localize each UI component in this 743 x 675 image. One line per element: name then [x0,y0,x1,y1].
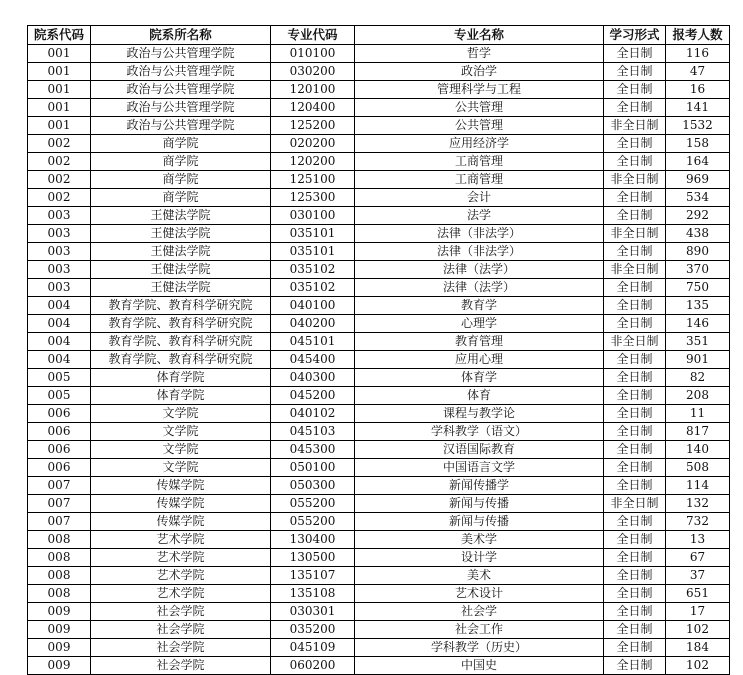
cell-dept-code: 001 [28,81,91,99]
cell-dept-name: 传媒学院 [91,495,271,513]
cell-major-name: 应用心理 [355,351,604,369]
table-row [28,117,730,135]
cell-major-code: 035102 [271,279,355,297]
cell-dept-name: 体育学院 [91,387,271,405]
cell-study-mode: 全日制 [604,477,666,495]
cell-dept-name: 社会学院 [91,657,271,675]
cell-dept-name: 教育学院、教育科学研究院 [91,351,271,369]
cell-dept-name: 商学院 [91,189,271,207]
cell-study-mode: 全日制 [604,567,666,585]
cell-dept-code: 003 [28,225,91,243]
cell-applicant-count: 82 [666,369,730,387]
cell-dept-name: 传媒学院 [91,513,271,531]
cell-major-name: 中国史 [355,657,604,675]
cell-study-mode: 全日制 [604,297,666,315]
cell-major-name: 教育学 [355,297,604,315]
header-major-code: 专业代码 [271,26,355,45]
table-row [28,261,730,279]
cell-major-name: 工商管理 [355,171,604,189]
table-row [28,297,730,315]
cell-study-mode: 全日制 [604,207,666,225]
table-row [28,279,730,297]
cell-major-name: 法律（法学） [355,261,604,279]
cell-dept-code: 004 [28,297,91,315]
cell-study-mode: 全日制 [604,315,666,333]
cell-major-name: 会计 [355,189,604,207]
header-row [28,26,730,45]
cell-dept-name: 文学院 [91,423,271,441]
cell-major-name: 美术 [355,567,604,585]
table-row [28,387,730,405]
cell-study-mode: 全日制 [604,351,666,369]
cell-major-name: 心理学 [355,315,604,333]
cell-applicant-count: 102 [666,621,730,639]
cell-major-name: 法律（法学） [355,279,604,297]
cell-applicant-count: 508 [666,459,730,477]
cell-major-name: 新闻与传播 [355,495,604,513]
cell-dept-name: 教育学院、教育科学研究院 [91,315,271,333]
table-row [28,225,730,243]
cell-study-mode: 非全日制 [604,261,666,279]
cell-major-code: 035102 [271,261,355,279]
cell-major-code: 060200 [271,657,355,675]
table-body [28,45,730,675]
cell-dept-name: 王健法学院 [91,279,271,297]
cell-applicant-count: 141 [666,99,730,117]
cell-major-name: 体育 [355,387,604,405]
cell-applicant-count: 135 [666,297,730,315]
cell-study-mode: 全日制 [604,279,666,297]
cell-applicant-count: 47 [666,63,730,81]
cell-dept-name: 政治与公共管理学院 [91,117,271,135]
cell-dept-name: 王健法学院 [91,243,271,261]
cell-dept-code: 001 [28,45,91,63]
cell-dept-code: 007 [28,477,91,495]
cell-dept-name: 艺术学院 [91,531,271,549]
table-row [28,243,730,261]
cell-dept-code: 004 [28,333,91,351]
table-row [28,171,730,189]
header-applicant-count: 报考人数 [666,26,730,45]
cell-dept-code: 005 [28,369,91,387]
cell-major-code: 045103 [271,423,355,441]
cell-applicant-count: 37 [666,567,730,585]
cell-study-mode: 全日制 [604,189,666,207]
cell-study-mode: 全日制 [604,387,666,405]
cell-dept-name: 政治与公共管理学院 [91,81,271,99]
cell-applicant-count: 651 [666,585,730,603]
header-study-mode: 学习形式 [604,26,666,45]
table-row [28,315,730,333]
cell-study-mode: 全日制 [604,135,666,153]
cell-dept-name: 政治与公共管理学院 [91,45,271,63]
table-row [28,567,730,585]
cell-applicant-count: 102 [666,657,730,675]
table-row [28,81,730,99]
cell-major-name: 新闻与传播 [355,513,604,531]
cell-major-code: 120400 [271,99,355,117]
cell-applicant-count: 158 [666,135,730,153]
cell-major-code: 130400 [271,531,355,549]
cell-dept-name: 文学院 [91,441,271,459]
cell-major-name: 教育管理 [355,333,604,351]
cell-dept-code: 004 [28,351,91,369]
cell-study-mode: 全日制 [604,99,666,117]
cell-dept-name: 文学院 [91,405,271,423]
cell-major-name: 社会工作 [355,621,604,639]
cell-dept-code: 001 [28,63,91,81]
cell-dept-code: 008 [28,531,91,549]
cell-dept-code: 003 [28,207,91,225]
cell-applicant-count: 901 [666,351,730,369]
cell-dept-name: 艺术学院 [91,549,271,567]
cell-applicant-count: 438 [666,225,730,243]
cell-dept-name: 商学院 [91,171,271,189]
cell-major-code: 030200 [271,63,355,81]
cell-study-mode: 非全日制 [604,117,666,135]
cell-major-name: 中国语言文学 [355,459,604,477]
cell-dept-code: 007 [28,495,91,513]
cell-dept-code: 006 [28,405,91,423]
cell-major-name: 新闻传播学 [355,477,604,495]
cell-study-mode: 全日制 [604,603,666,621]
table-row [28,135,730,153]
cell-study-mode: 全日制 [604,423,666,441]
cell-major-name: 哲学 [355,45,604,63]
cell-major-code: 040100 [271,297,355,315]
cell-study-mode: 全日制 [604,63,666,81]
cell-dept-name: 社会学院 [91,639,271,657]
cell-dept-name: 艺术学院 [91,585,271,603]
cell-dept-code: 006 [28,441,91,459]
cell-study-mode: 全日制 [604,459,666,477]
cell-major-code: 045300 [271,441,355,459]
header-dept-name: 院系所名称 [91,26,271,45]
cell-dept-name: 社会学院 [91,603,271,621]
cell-major-code: 125200 [271,117,355,135]
cell-major-code: 045109 [271,639,355,657]
cell-major-code: 035101 [271,225,355,243]
cell-dept-code: 009 [28,657,91,675]
cell-applicant-count: 292 [666,207,730,225]
cell-major-name: 应用经济学 [355,135,604,153]
cell-major-code: 055200 [271,495,355,513]
cell-major-name: 政治学 [355,63,604,81]
cell-dept-code: 003 [28,243,91,261]
cell-dept-code: 004 [28,315,91,333]
cell-dept-code: 006 [28,423,91,441]
table-row [28,45,730,63]
cell-dept-code: 003 [28,261,91,279]
cell-applicant-count: 750 [666,279,730,297]
cell-applicant-count: 370 [666,261,730,279]
cell-dept-code: 008 [28,549,91,567]
cell-dept-code: 008 [28,567,91,585]
cell-dept-code: 009 [28,621,91,639]
table-row [28,603,730,621]
cell-dept-code: 007 [28,513,91,531]
table-row [28,333,730,351]
table-row [28,639,730,657]
cell-dept-code: 003 [28,279,91,297]
cell-applicant-count: 140 [666,441,730,459]
cell-dept-name: 教育学院、教育科学研究院 [91,333,271,351]
cell-dept-code: 002 [28,135,91,153]
cell-applicant-count: 132 [666,495,730,513]
cell-applicant-count: 817 [666,423,730,441]
header-dept-code: 院系代码 [28,26,91,45]
cell-study-mode: 全日制 [604,549,666,567]
cell-applicant-count: 184 [666,639,730,657]
cell-study-mode: 全日制 [604,639,666,657]
table-row [28,459,730,477]
cell-study-mode: 全日制 [604,657,666,675]
cell-applicant-count: 969 [666,171,730,189]
cell-applicant-count: 351 [666,333,730,351]
table-row [28,549,730,567]
cell-dept-name: 王健法学院 [91,225,271,243]
cell-dept-code: 002 [28,189,91,207]
table-row [28,99,730,117]
cell-major-name: 课程与教学论 [355,405,604,423]
table-row [28,207,730,225]
table-row [28,405,730,423]
cell-study-mode: 全日制 [604,81,666,99]
cell-dept-code: 006 [28,459,91,477]
cell-major-name: 设计学 [355,549,604,567]
cell-applicant-count: 16 [666,81,730,99]
cell-major-code: 120100 [271,81,355,99]
cell-major-code: 130500 [271,549,355,567]
cell-applicant-count: 116 [666,45,730,63]
cell-major-code: 045101 [271,333,355,351]
cell-major-name: 体育学 [355,369,604,387]
cell-dept-name: 王健法学院 [91,261,271,279]
cell-major-code: 120200 [271,153,355,171]
cell-major-name: 艺术设计 [355,585,604,603]
cell-dept-name: 传媒学院 [91,477,271,495]
cell-applicant-count: 11 [666,405,730,423]
cell-dept-code: 001 [28,99,91,117]
cell-major-code: 030100 [271,207,355,225]
cell-major-code: 020200 [271,135,355,153]
cell-study-mode: 全日制 [604,621,666,639]
table-row [28,621,730,639]
cell-dept-name: 政治与公共管理学院 [91,99,271,117]
cell-applicant-count: 534 [666,189,730,207]
cell-major-code: 050100 [271,459,355,477]
header-major-name: 专业名称 [355,26,604,45]
cell-major-code: 050300 [271,477,355,495]
cell-study-mode: 非全日制 [604,171,666,189]
cell-dept-code: 002 [28,153,91,171]
cell-major-code: 045200 [271,387,355,405]
cell-applicant-count: 1532 [666,117,730,135]
cell-major-name: 汉语国际教育 [355,441,604,459]
cell-study-mode: 全日制 [604,531,666,549]
table-row [28,441,730,459]
cell-applicant-count: 67 [666,549,730,567]
cell-major-code: 135107 [271,567,355,585]
table-row [28,585,730,603]
cell-dept-name: 商学院 [91,135,271,153]
table-row [28,477,730,495]
cell-major-code: 125300 [271,189,355,207]
cell-major-code: 010100 [271,45,355,63]
table-row [28,513,730,531]
cell-major-name: 社会学 [355,603,604,621]
cell-applicant-count: 732 [666,513,730,531]
cell-dept-code: 009 [28,639,91,657]
cell-major-code: 055200 [271,513,355,531]
table-row [28,153,730,171]
cell-major-name: 法律（非法学） [355,225,604,243]
cell-major-code: 135108 [271,585,355,603]
cell-dept-name: 商学院 [91,153,271,171]
cell-study-mode: 全日制 [604,405,666,423]
cell-major-name: 工商管理 [355,153,604,171]
cell-dept-name: 政治与公共管理学院 [91,63,271,81]
cell-study-mode: 全日制 [604,153,666,171]
table-row [28,657,730,675]
table-row [28,369,730,387]
cell-applicant-count: 17 [666,603,730,621]
cell-major-name: 公共管理 [355,99,604,117]
cell-major-name: 管理科学与工程 [355,81,604,99]
cell-study-mode: 全日制 [604,369,666,387]
cell-applicant-count: 146 [666,315,730,333]
cell-dept-name: 社会学院 [91,621,271,639]
cell-applicant-count: 208 [666,387,730,405]
cell-study-mode: 全日制 [604,513,666,531]
cell-major-code: 040300 [271,369,355,387]
enrollment-table [27,25,730,675]
cell-major-name: 法律（非法学） [355,243,604,261]
cell-major-code: 035200 [271,621,355,639]
cell-dept-name: 文学院 [91,459,271,477]
cell-applicant-count: 114 [666,477,730,495]
table-row [28,531,730,549]
cell-dept-code: 008 [28,585,91,603]
cell-dept-name: 王健法学院 [91,207,271,225]
cell-study-mode: 非全日制 [604,495,666,513]
cell-dept-code: 001 [28,117,91,135]
table-row [28,423,730,441]
cell-dept-name: 教育学院、教育科学研究院 [91,297,271,315]
cell-dept-code: 002 [28,171,91,189]
table-row [28,63,730,81]
cell-major-code: 035101 [271,243,355,261]
cell-major-code: 030301 [271,603,355,621]
table-row [28,189,730,207]
cell-major-name: 美术学 [355,531,604,549]
cell-dept-code: 009 [28,603,91,621]
cell-major-code: 040102 [271,405,355,423]
cell-study-mode: 全日制 [604,45,666,63]
cell-major-name: 学科教学（语文） [355,423,604,441]
cell-study-mode: 全日制 [604,441,666,459]
cell-dept-name: 艺术学院 [91,567,271,585]
cell-major-code: 125100 [271,171,355,189]
cell-study-mode: 非全日制 [604,225,666,243]
table-row [28,495,730,513]
cell-major-code: 040200 [271,315,355,333]
cell-major-code: 045400 [271,351,355,369]
cell-study-mode: 全日制 [604,243,666,261]
cell-applicant-count: 13 [666,531,730,549]
cell-major-name: 学科教学（历史） [355,639,604,657]
cell-major-name: 公共管理 [355,117,604,135]
cell-dept-name: 体育学院 [91,369,271,387]
table-row [28,351,730,369]
cell-dept-code: 005 [28,387,91,405]
cell-major-name: 法学 [355,207,604,225]
cell-study-mode: 非全日制 [604,333,666,351]
cell-applicant-count: 890 [666,243,730,261]
cell-study-mode: 全日制 [604,585,666,603]
cell-applicant-count: 164 [666,153,730,171]
